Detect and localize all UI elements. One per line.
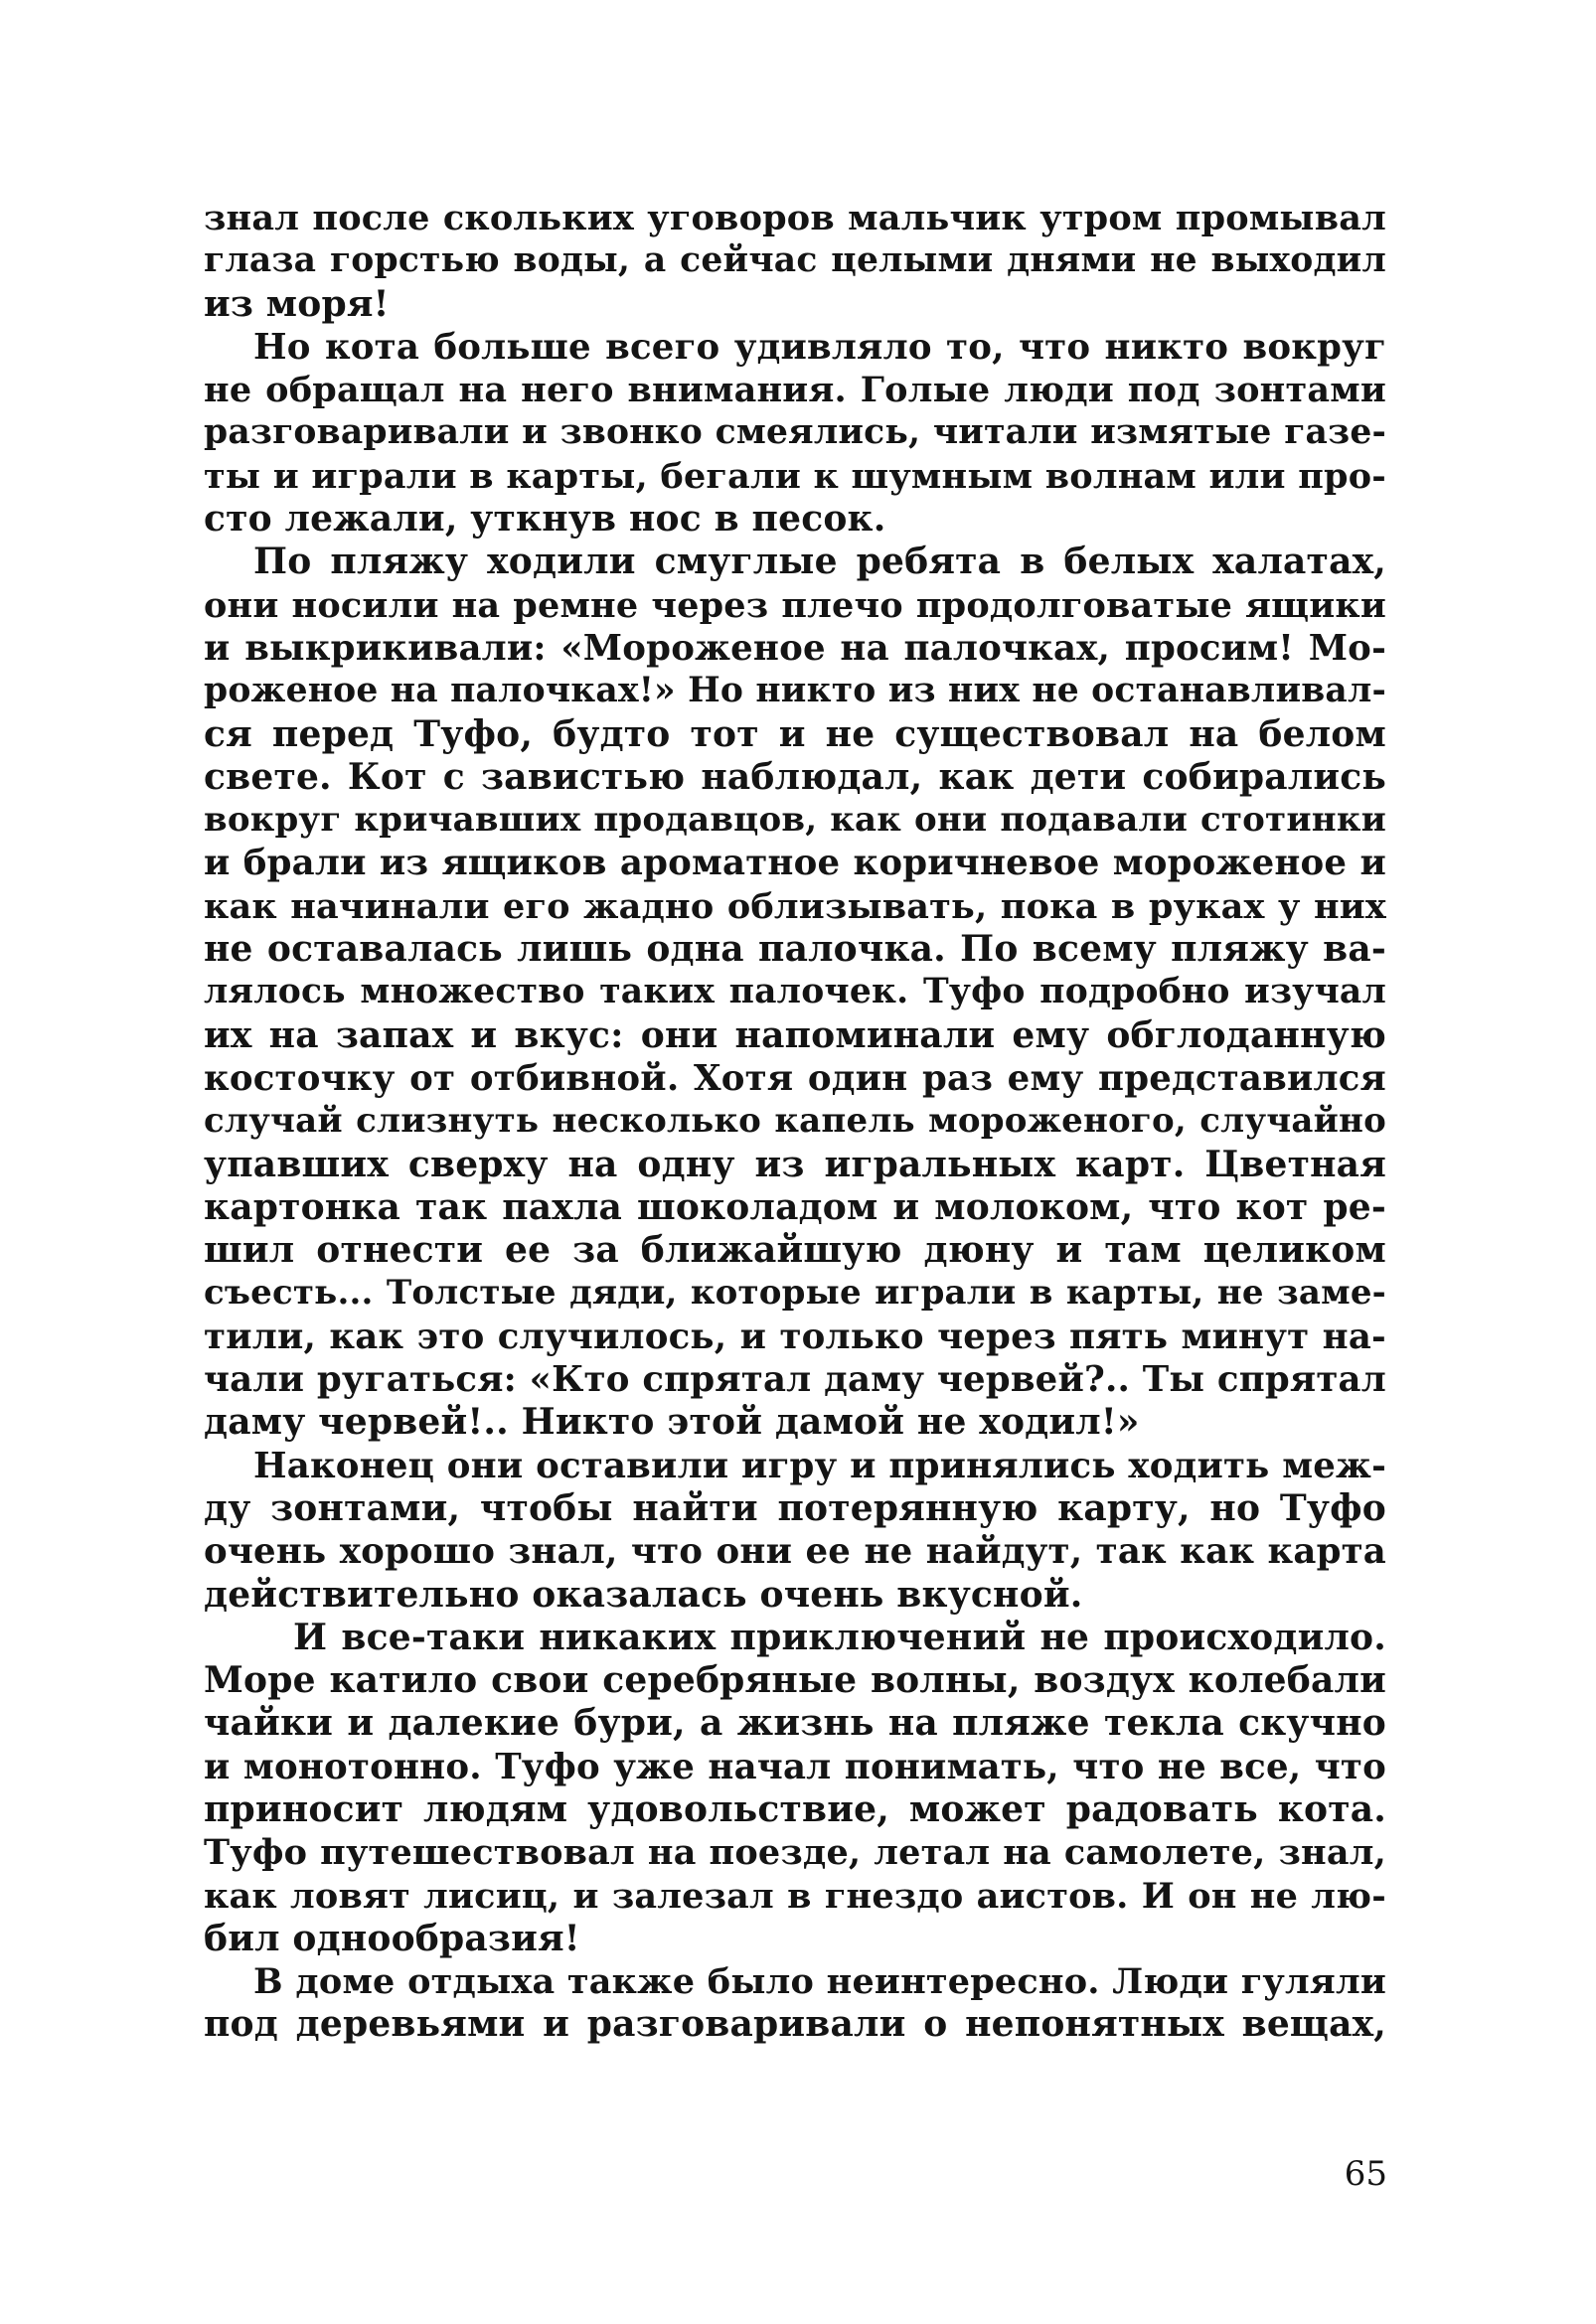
text-line: действительно оказалась очень вкусной. (204, 1573, 1083, 1616)
text-line: упавших сверху на одну из игральных карт. Цветная (204, 1143, 1386, 1185)
text-line: и монотонно. Туфо уже начал понимать, что не все, что (204, 1746, 1386, 1787)
text-line: очень хорошо знал, что они ее не найдут, так как карта (204, 1531, 1386, 1573)
text-line: И все-таки никаких приключений не происходило. (293, 1616, 1386, 1658)
text-line: под деревьями и разговаривали о непонятных вещах, (204, 2003, 1386, 2046)
text-line: ты и играли в карты, бегали к шумным волнам или про- (204, 455, 1386, 497)
text-line: Туфо путешествовал на поезде, летал на самолете, знал, (204, 1832, 1386, 1874)
text-line: картонка так пахла шоколадом и молоком, что кот ре- (204, 1185, 1386, 1228)
text-line: тили, как это случилось, и только через пять минут на- (204, 1316, 1386, 1357)
text-line: лялось множество таких палочек. Туфо подробно изучал (204, 972, 1386, 1012)
text-line: шил отнести ее за ближайшую дюну и там целиком (204, 1229, 1386, 1272)
text-line: глаза горстью воды, а сейчас целыми днями не выходил (204, 240, 1386, 281)
text-line: косточку от отбивной. Хотя один раз ему представился (204, 1057, 1386, 1099)
text-line: бил однообразия! (204, 1917, 580, 1959)
text-line: разговаривали и звонко смеялись, читали измятые газе- (204, 412, 1386, 453)
text-line: и брали из ящиков ароматное коричневое мороженое и (204, 843, 1386, 884)
text-line: ду зонтами, чтобы найти потерянную карту, но Туфо (204, 1486, 1386, 1529)
text-line: чали ругаться: «Кто спрятал даму червей?.. Ты спрятал (204, 1359, 1386, 1401)
text-line: Наконец они оставили игру и принялись ходить меж- (253, 1445, 1386, 1486)
text-line: Море катило свои серебряные волны, воздух колебали (204, 1659, 1386, 1702)
text-line: как начинали его жадно облизывать, пока в руках у них (204, 885, 1386, 927)
text-line: и выкрикивали: «Мороженое на палочках, просим! Мо- (204, 627, 1386, 669)
page-number: 65 (1344, 2154, 1387, 2194)
text-line: съесть... Толстые дяди, которые играли в карты, не заме- (204, 1273, 1386, 1314)
text-line: их на запах и вкус: они напоминали ему обглоданную (204, 1013, 1386, 1056)
text-line: чайки и далекие бури, а жизнь на пляже текла скучно (204, 1702, 1386, 1745)
text-line: случай слизнуть несколько капель мороженого, случайно (204, 1101, 1386, 1142)
text-line: В доме отдыха также было неинтересно. Люди гуляли (253, 1961, 1386, 2003)
text-line: свете. Кот с завистью наблюдал, как дети собирались (204, 755, 1386, 798)
text-line: не оставалась лишь одна палочка. По всему пляжу ва- (204, 928, 1386, 971)
text-line: они носили на ремне через плечо продолговатые ящики (204, 584, 1386, 626)
text-line: ся перед Туфо, будто тот и не существовал на белом (204, 712, 1386, 755)
text-line: приносит людям удовольствие, может радовать кота. (204, 1787, 1386, 1830)
text-line: даму червей!.. Никто этой дамой не ходил!» (204, 1401, 1140, 1444)
text-line: роженое на палочках!» Но никто из них не останавливал- (204, 671, 1386, 711)
text-line: сто лежали, уткнув нос в песок. (204, 498, 886, 541)
body-text (204, 197, 1386, 2047)
text-line: знал после скольких уговоров мальчик утром промывал (204, 198, 1386, 238)
text-line: Но кота больше всего удивляло то, что никто вокруг (253, 326, 1386, 368)
text-line: из моря! (204, 282, 390, 325)
text-line: вокруг кричавших продавцов, как они подавали стотинки (204, 800, 1386, 841)
text-line: По пляжу ходили смуглые ребята в белых халатах, (253, 541, 1386, 583)
text-line: не обращал на него внимания. Голые люди под зонтами (204, 370, 1386, 411)
text-line: как ловят лисиц, и залезал в гнездо аистов. И он не лю- (204, 1875, 1386, 1917)
